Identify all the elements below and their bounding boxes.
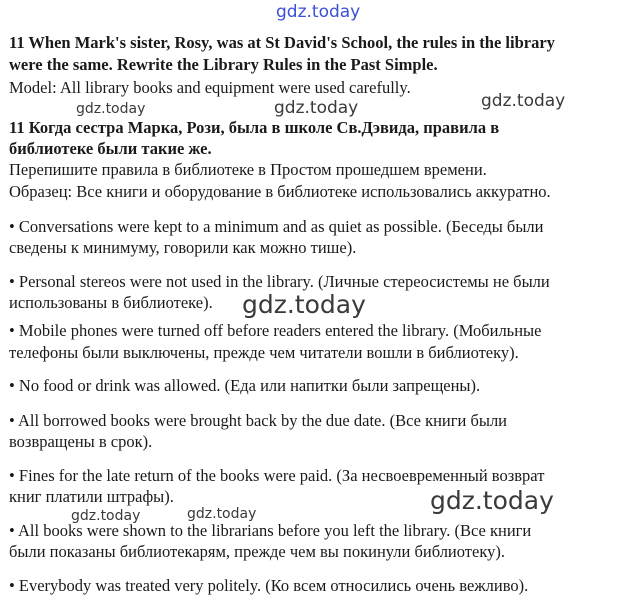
rule-1-line-1: • Conversations were kept to a minimum and as quiet as possible. (Беседы были <box>9 217 544 236</box>
task-heading-en-line-2: were the same. Rewrite the Library Rules in the Past Simple. <box>9 55 438 74</box>
task-heading-ru-line-1: 11 Когда сестра Марка, Рози, была в школе Св.Дэвида, правила в <box>9 118 500 137</box>
rule-3-line-1: • Mobile phones were turned off before readers entered the library. (Мобильные <box>9 321 542 340</box>
watermark: gdz.today <box>481 91 566 111</box>
rule-5-line-2: возвращены в срок). <box>9 432 153 451</box>
task-heading-ru-line-2: библиотеке были такие же. <box>9 139 212 158</box>
task-model-en: Model: All library books and equipment were used carefully. <box>9 78 411 97</box>
watermark: gdz.today <box>242 290 366 319</box>
rule-5-line-1: • All borrowed books were brought back by the due date. (Все книги были <box>9 411 508 430</box>
task-heading-en-line-1: 11 When Mark's sister, Rosy, was at St David's School, the rules in the library <box>9 33 555 52</box>
rule-7-line-1: • All books were shown to the librarians before you left the library. (Все книги <box>9 521 532 540</box>
rule-1-line-2: сведены к минимуму, говорили как можно тише). <box>9 238 357 257</box>
watermark: gdz.today <box>187 506 257 522</box>
rule-4-line-1: • No food or drink was allowed. (Еда или напитки были запрещены). <box>9 376 481 395</box>
rule-2-line-2: использованы в библиотеке). <box>9 293 213 312</box>
rule-3-line-2: телефоны были выключены, прежде чем читатели вошли в библиотеку). <box>9 343 519 362</box>
rule-2-line-1: • Personal stereos were not used in the library. (Личные стереосистемы не были <box>9 272 550 291</box>
task-model-ru: Образец: Все книги и оборудование в библиотеке использовались аккуратно. <box>9 182 551 201</box>
task-instruction-ru: Перепишите правила в библиотеке в Простом прошедшем времени. <box>9 160 487 179</box>
watermark: gdz.today <box>71 508 141 524</box>
watermark: gdz.today <box>76 101 146 117</box>
rule-8-line-1: • Everybody was treated very politely. (Ко всем относились очень вежливо). <box>9 576 529 595</box>
watermark: gdz.today <box>430 486 554 515</box>
rule-6-line-1: • Fines for the late return of the books were paid. (За несвоевременный возврат <box>9 466 545 485</box>
rule-7-line-2: были показаны библиотекарям, прежде чем вы покинули библиотеку). <box>9 542 505 561</box>
rule-6-line-2: книг платили штрафы). <box>9 487 174 506</box>
watermark: gdz.today <box>274 98 359 118</box>
watermark-top: gdz.today <box>276 2 361 22</box>
